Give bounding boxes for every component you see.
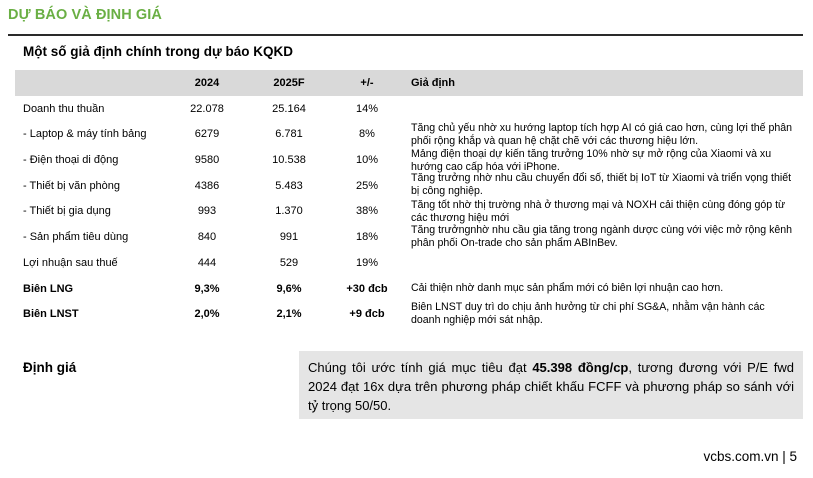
row-change: 38% [355, 205, 379, 217]
row-assumption: Mảng điện thoại dự kiến tăng trưởng 10% nhờ sự mở rộng của Xiaomi và xu hướng cao cấp hóa với iPhone. [411, 148, 772, 173]
header-assumption: Giả định [411, 77, 455, 89]
target-price: 45.398 đồng/cp [532, 360, 629, 375]
row-label: - Laptop & máy tính bảng [23, 128, 147, 140]
row-value-2025f: 991 [279, 231, 299, 243]
row-assumption: Tăng trưởng nhờ nhu cầu chuyển đổi số, thiết bị IoT từ Xiaomi và triển vọng thiết bị công nghiệp. [411, 172, 792, 197]
page-footer: vcbs.com.vn | 5 [703, 449, 797, 464]
row-value-2024: 993 [197, 205, 217, 217]
row-change: 18% [355, 231, 379, 243]
valuation-label: Định giá [23, 360, 77, 375]
row-assumption: Cải thiện nhờ danh mục sản phẩm mới có biên lợi nhuận cao hơn. [411, 282, 724, 294]
row-value-2024: 840 [197, 231, 217, 243]
row-label: Doanh thu thuần [23, 103, 105, 115]
row-assumption: Tăng tốt nhờ thị trường nhà ở thương mại và NOXH cải thiện cùng đóng góp từ các thương hiệu mới [411, 199, 786, 224]
header-change: +/- [360, 77, 374, 89]
row-change: 14% [355, 103, 379, 115]
row-change: +9 đcb [349, 308, 385, 320]
row-value-2024: 6279 [194, 128, 220, 140]
table-header-bar [15, 70, 803, 96]
row-change: 19% [355, 257, 379, 269]
row-label: Lợi nhuận sau thuế [23, 257, 118, 269]
valuation-text [308, 358, 794, 415]
row-label: - Thiết bị văn phòng [23, 180, 121, 192]
row-change: 25% [355, 180, 379, 192]
valuation-text-before: Chúng tôi ước tính giá mục tiêu đạt [308, 360, 533, 375]
valuation-text-after: , tương đương với P/E fwd 2024 đạt 16x dựa trên phương pháp chiết khấu FCFF và phương pháp so sánh với tỷ trọng 50/50. [308, 360, 795, 413]
row-assumption: Tăng chủ yếu nhờ xu hướng laptop tích hợp AI có giá cao hơn, cùng lợi thế phân phối rộng khắp và quan hệ chặt chẽ với các thương hiệu lớn. [411, 122, 793, 147]
row-value-2024: 2,0% [194, 308, 220, 320]
header-2025f: 2025F [273, 77, 305, 89]
row-value-2024: 444 [197, 257, 217, 269]
row-value-2025f: 10.538 [272, 154, 306, 166]
row-label: - Sản phẩm tiêu dùng [23, 231, 129, 243]
row-assumption: Tăng trưởngnhờ nhu cầu gia tăng trong ngành dược cùng với việc mở rộng kênh phân phối On-trade cho sản phẩm ABInBev. [411, 224, 793, 249]
row-value-2024: 9580 [194, 154, 220, 166]
title-divider [8, 34, 803, 36]
table-subtitle: Một số giả định chính trong dự báo KQKD [23, 44, 293, 59]
row-value-2025f: 2,1% [276, 308, 302, 320]
row-value-2025f: 1.370 [275, 205, 303, 217]
header-2024: 2024 [194, 77, 220, 89]
row-change: 10% [355, 154, 379, 166]
row-value-2024: 9,3% [194, 283, 220, 295]
row-value-2025f: 529 [279, 257, 299, 269]
row-assumption: Biên LNST duy trì do chịu ảnh hưởng từ chi phí SG&A, nhằm vận hành các doanh nghiệp mới sát nhập. [411, 301, 765, 326]
row-value-2025f: 25.164 [272, 103, 306, 115]
row-value-2025f: 5.483 [275, 180, 303, 192]
row-value-2025f: 6.781 [275, 128, 303, 140]
row-label: Biên LNST [23, 308, 79, 320]
row-label: - Thiết bị gia dụng [23, 205, 111, 217]
row-value-2024: 22.078 [190, 103, 224, 115]
row-value-2025f: 9,6% [276, 283, 302, 295]
section-title: DỰ BÁO VÀ ĐỊNH GIÁ [8, 7, 163, 23]
row-change: 8% [359, 128, 375, 140]
row-value-2024: 4386 [194, 180, 220, 192]
row-label: Biên LNG [23, 283, 74, 295]
row-label: - Điện thoại di động [23, 154, 119, 166]
row-change: +30 đcb [346, 283, 388, 295]
